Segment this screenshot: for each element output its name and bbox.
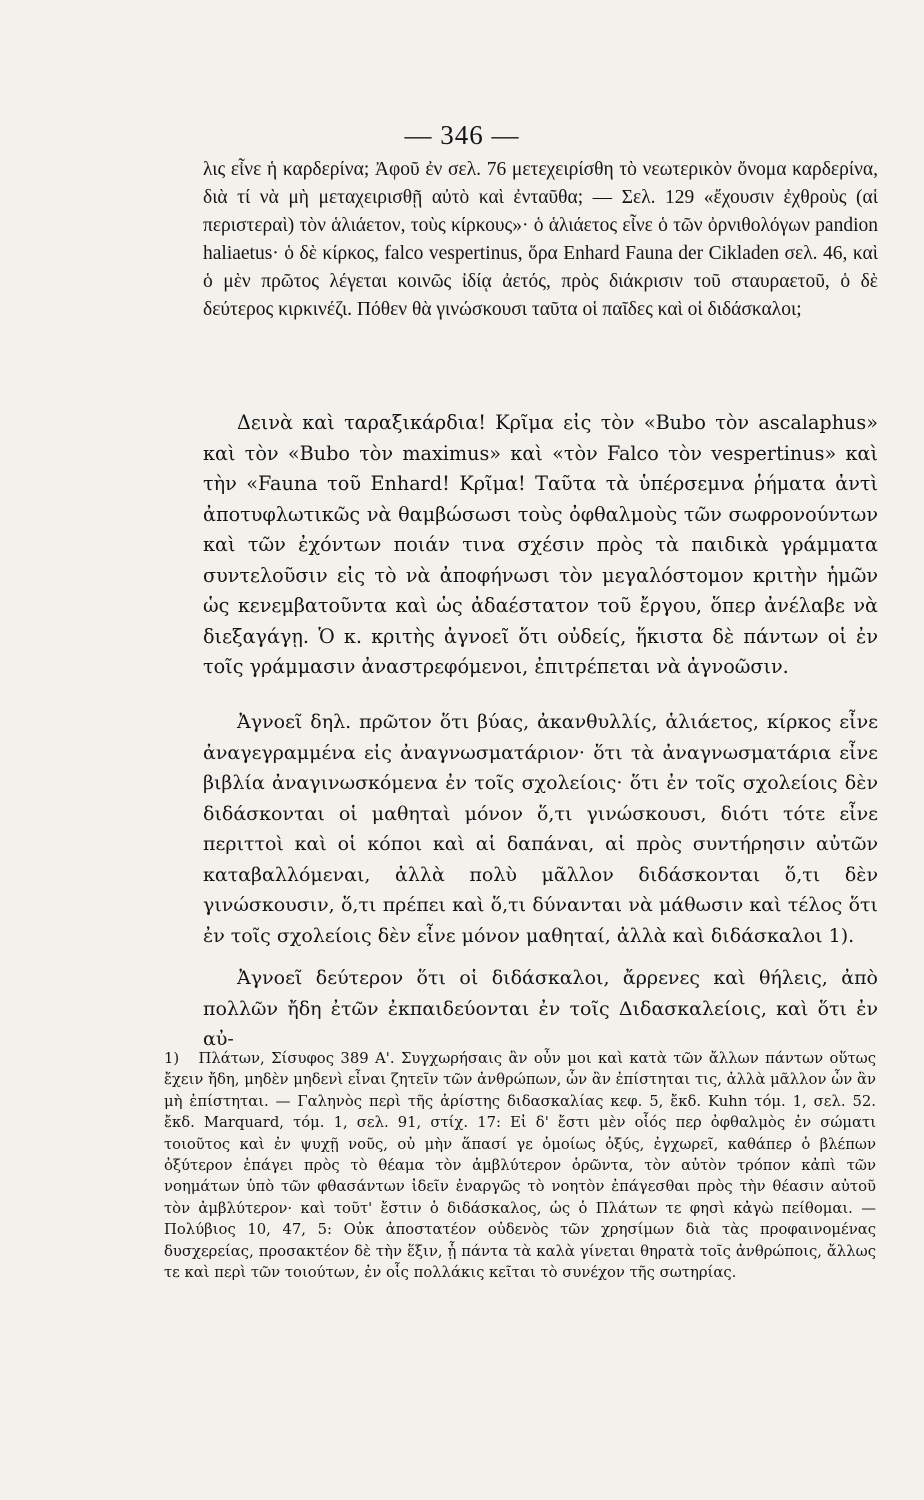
footnote <box>164 1048 876 1283</box>
footnote-number: 1) <box>164 1050 180 1067</box>
footnotes <box>164 1048 876 1283</box>
paragraph-second-ignorance: Ἀγνοεῖ δεύτερον ὅτι οἱ διδάσκαλοι, ἄρρενες καὶ θήλεις, ἀπὸ πολλῶν ἤδη ἐτῶν ἐκπαιδεύονται ἐν τοῖς Διδασκαλείοις, καὶ ὅτι ἐν αὐ- <box>203 967 878 1050</box>
paragraph-continuation: λις εἶνε ἡ καρδερίνα; Ἀφοῦ ἐν σελ. 76 μετεχειρίσθη τὸ νεωτερικὸν ὄνομα καρδερίνα, διὰ τί νὰ μὴ μεταχειρισθῇ αὐτὸ καὶ ἐνταῦθα; — Σελ. 129 «ἔχουσιν ἐχθροὺς (αἱ περιστεραὶ) τὸν ἁλιάετον, τοὺς κίρκους»· ὁ ἁλιάετος εἶνε ὁ τῶν ὀρνιθολόγων pandion haliaetus· ὁ δὲ κίρκος, falco vespertinus, ὅρα Enhard Fauna der Cikladen σελ. 46, καὶ ὁ μὲν πρῶτος λέγεται κοινῶς ἰδίᾳ ἀετός, πρὸς διάκρισιν τοῦ σταυραετοῦ, ὁ δὲ δεύτερος κιρκινέζι. Πόθεν θὰ γινώσκουσι ταῦτα οἱ παῖδες καὶ οἱ διδάσκαλοι; <box>203 159 878 320</box>
footnote-text: Πλάτων, Σίσυφος 389 Α'. Συγχωρήσαις ἂν οὖν μοι καὶ κατὰ τῶν ἄλλων πάντων οὕτως ἔχειν ἤδη, μηδὲν μηδενὶ εἶναι ζητεῖν τῶν ἀνθρώπων, ὧν ἂν ἐπίστηται τις, ἀλλὰ μᾶλλον ὧν ἂν μὴ ἐπίστηται. — Γαληνὸς περὶ τῆς ἀρίστης διδασκαλίας κεφ. 5, ἔκδ. Kuhn τόμ. 1, σελ. 52. ἔκδ. Marquard, τόμ. 1, σελ. 91, στίχ. 17: Εἰ δ' ἔστι μὲν οἷός περ ὀφθαλμὸς ἐν σώματι τοιοῦτος καὶ ἐν ψυχῇ νοῦς, οὐ μὴν ἅπασί γε ὁμοίως ὀξύς, ἐγχωρεῖ, καθάπερ ὁ βλέπων ὀξύτερον ἐπάγει πρὸς τὸ θέαμα τὸν ἀμβλύτερον ὁρῶντα, τὸν αὐτὸν τρόπον κἀπὶ τῶν νοημάτων ὑπὸ τῶν φθασάντων ἰδεῖν ἐναργῶς τὸ νοητὸν ἐπάγεσθαι πρὸς τὴν θέασιν αὐτοῦ τὸν ἀμβλύτερον· καὶ τοῦτ' ἔστιν ὁ διδάσκαλος, ὡς ὁ Πλάτων τε φησὶ κἀγὼ πείθομαι. — Πολύβιος 10, 47, 5: Οὐκ ἀποστατέον οὐδενὸς τῶν χρησίμων διὰ τὰς προφαινομένας δυσχερείας, προσακτέον δὲ τὴν ἕξιν, ᾗ πάντα τὰ καλὰ γίνεται θηρατὰ τοῖς ἀνθρώποις, ἄλλως τε καὶ περὶ τῶν τοιούτων, ἐν οἷς πολλάκις κεῖται τὸ συνέχον τῆς σωτηρίας. <box>164 1050 876 1282</box>
paragraph-critique: Δεινὰ καὶ ταραξικάρδια! Κρῖμα εἰς τὸν «Bubo τὸν ascalaphus» καὶ τὸν «Bubo τὸν maximus» καὶ «τὸν Falco τὸν vespertinus» καὶ τὴν «Fauna τοῦ Enhard! Κρῖμα! Ταῦτα τὰ ὑπέρσεμνα ῥήματα ἀντὶ ἀποτυφλωτικῶς νὰ θαμβώσωσι τοὺς ὀφθαλμοὺς τῶν σωφρονούντων καὶ τῶν ἐχόντων ποιάν τινα σχέσιν πρὸς τὰ παιδικὰ γράμματα συντελοῦσιν εἰς τὸ νὰ ἀποφήνωσι τὸν μεγαλόστομον κριτὴν ἡμῶν ὡς κενεμβατοῦντα καὶ ὡς ἀδαέστατον τοῦ ἔργου, ὅπερ ἀνέλαβε νὰ διεξαγάγῃ. Ὁ κ. κριτὴς ἀγνοεῖ ὅτι οὐδείς, ἥκιστα δὲ πάντων οἱ ἐν τοῖς γράμμασιν ἀναστρεφόμενοι, ἐπιτρέπεται νὰ ἀγνοῶσιν. <box>203 411 878 678</box>
page-number: — 346 — <box>404 120 520 150</box>
paragraph-first-ignorance: Ἀγνοεῖ δηλ. πρῶτον ὅτι βύας, ἀκανθυλλίς, ἁλιάετος, κίρκος εἶνε ἀναγεγραμμένα εἰς ἀναγνωσματάριον· ὅτι τὰ ἀναγνωσματάρια εἶνε βιβλία ἀναγινωσκόμενα ἐν τοῖς σχολείοις· ὅτι ἐν τοῖς σχολείοις δὲν διδάσκονται οἱ μαθηταὶ μόνον ὅ,τι γινώσκουσι, διότι τότε εἶνε περιττοὶ καὶ οἱ κόποι καὶ αἱ δαπάναι, αἱ πρὸς συντήρησιν αὐτῶν καταβαλλόμεναι, ἀλλὰ πολὺ μᾶλλον διδάσκονται ὅ,τι δὲν γινώσκουσιν, ὅ,τι πρέπει καὶ ὅ,τι δύνανται νὰ μάθωσιν καὶ τέλος ὅτι ἐν τοῖς σχολείοις δὲν εἶνε μόνον μαθηταί, ἀλλὰ καὶ διδάσκαλοι 1). <box>203 711 878 947</box>
